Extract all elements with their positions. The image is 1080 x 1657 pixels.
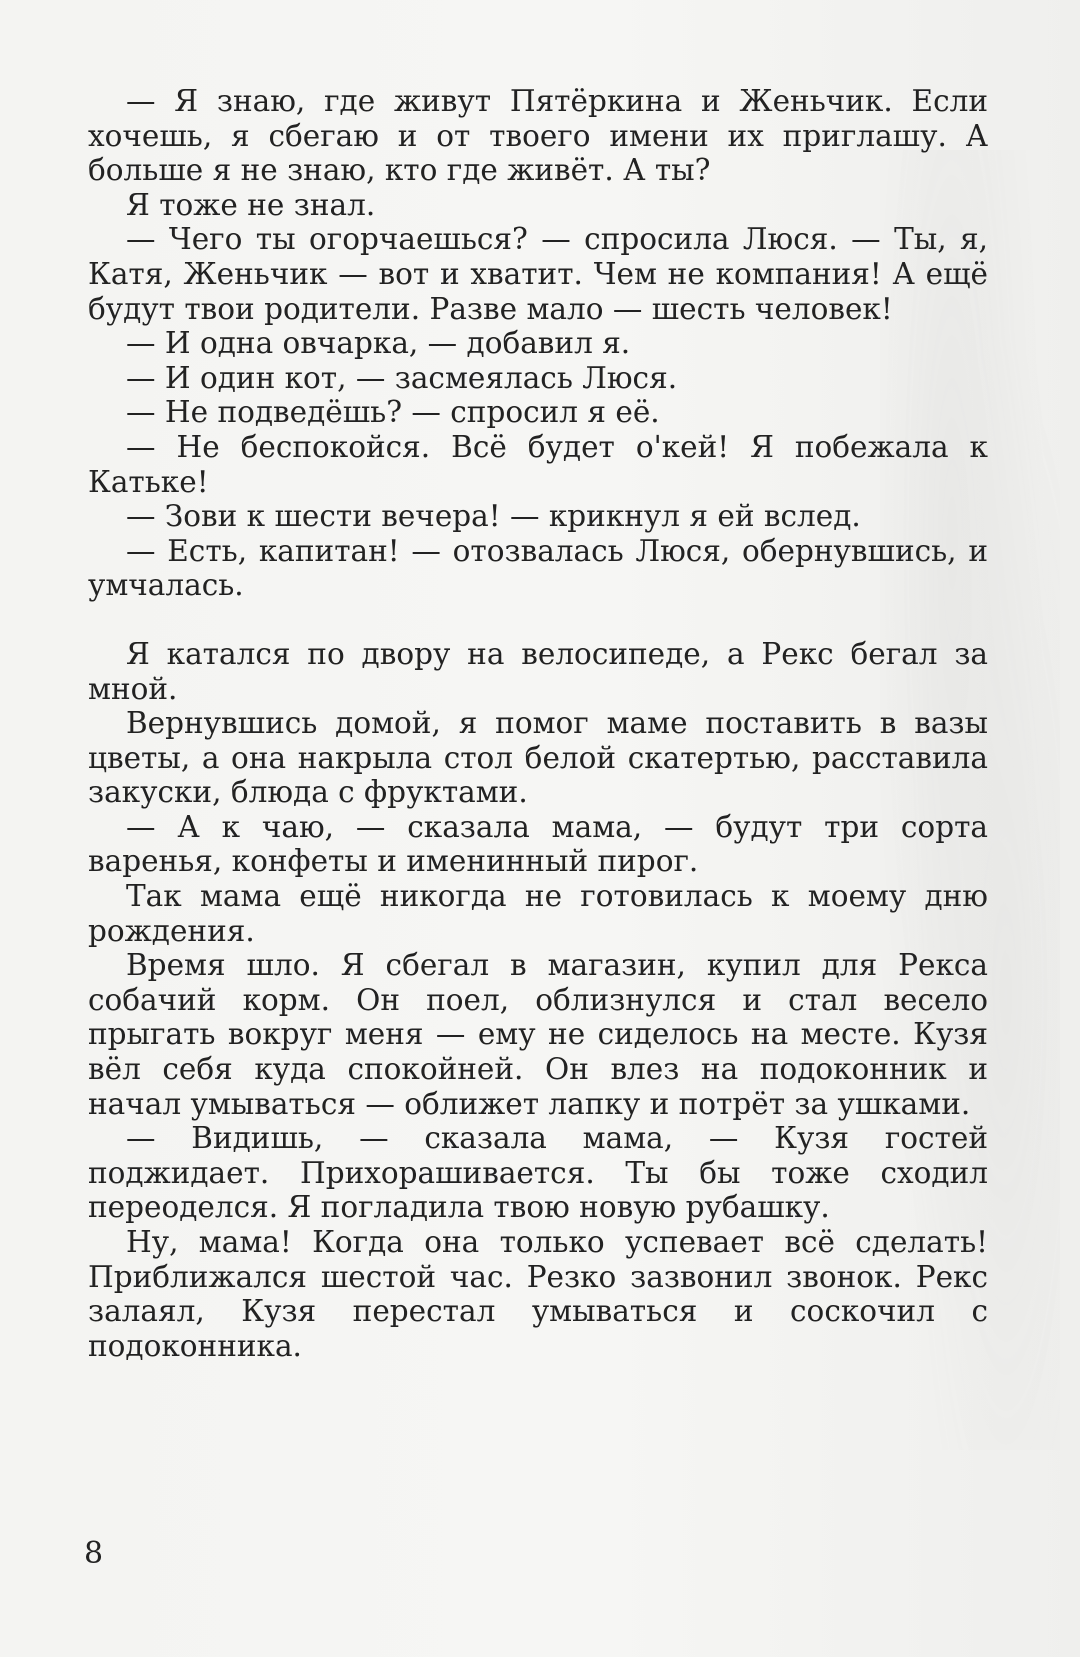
paragraph: — Зови к шести вечера! — крикнул я ей вслед.	[126, 499, 861, 534]
paragraph: Ну, мама! Когда она только успевает всё сделать! Приближался шестой час. Резко зазвонил звонок. Рекс залаял, Кузя перестал умываться и соскочил с подоконника.	[88, 1225, 988, 1363]
paragraph: Так мама ещё никогда не готовилась к моему дню рождения.	[88, 879, 988, 948]
paragraph: — Не подведёшь? — спросил я её.	[126, 395, 660, 430]
paragraph: — Видишь, — сказала мама, — Кузя гостей поджидает. Прихорашивается. Ты бы тоже сходил переоделся. Я погладила твою новую рубашку.	[88, 1121, 988, 1225]
paragraph: — Не беспокойся. Всё будет о'кей! Я побежала к Катьке!	[88, 429, 988, 499]
paragraph: — А к чаю, — сказала мама, — будут три сорта варенья, конфеты и именинный пирог.	[88, 809, 988, 879]
paragraph: — И один кот, — засмеялась Люся.	[126, 360, 678, 395]
paragraph: — Чего ты огорчаешься? — спросила Люся. — Ты, я, Катя, Женьчик — вот и хватит. Чем не компания! А ещё будут твои родители. Разве мало — шесть человек!	[88, 222, 988, 326]
paragraph: — И одна овчарка, — добавил я.	[126, 326, 631, 361]
paragraph: — Я знаю, где живут Пятёркина и Женьчик. Если хочешь, я сбегаю и от твоего имени их приглашу. А больше я не знаю, кто где живёт. А ты?	[88, 84, 988, 188]
paragraph: Вернувшись домой, я помог маме поставить в вазы цветы, а она накрыла стол белой скатертью, расставила закуски, блюда с фруктами.	[88, 706, 988, 810]
paragraph: Время шло. Я сбегал в магазин, купил для Рекса собачий корм. Он поел, облизнулся и стал весело прыгать вокруг меня — ему не сиделось на месте. Кузя вёл себя куда спокойней. Он влез на подоконник и начал умываться — оближет лапку и потрёт за ушками.	[88, 948, 988, 1121]
page-text	[88, 84, 988, 1363]
paragraph: — Есть, капитан! — отозвалась Люся, обернувшись, и умчалась.	[88, 533, 988, 603]
page-number: 8	[84, 1536, 104, 1571]
paragraph: Я катался по двору на велосипеде, а Рекс бегал за мной.	[88, 636, 988, 706]
section-break	[88, 603, 988, 637]
paragraph: Я тоже не знал.	[126, 187, 376, 222]
